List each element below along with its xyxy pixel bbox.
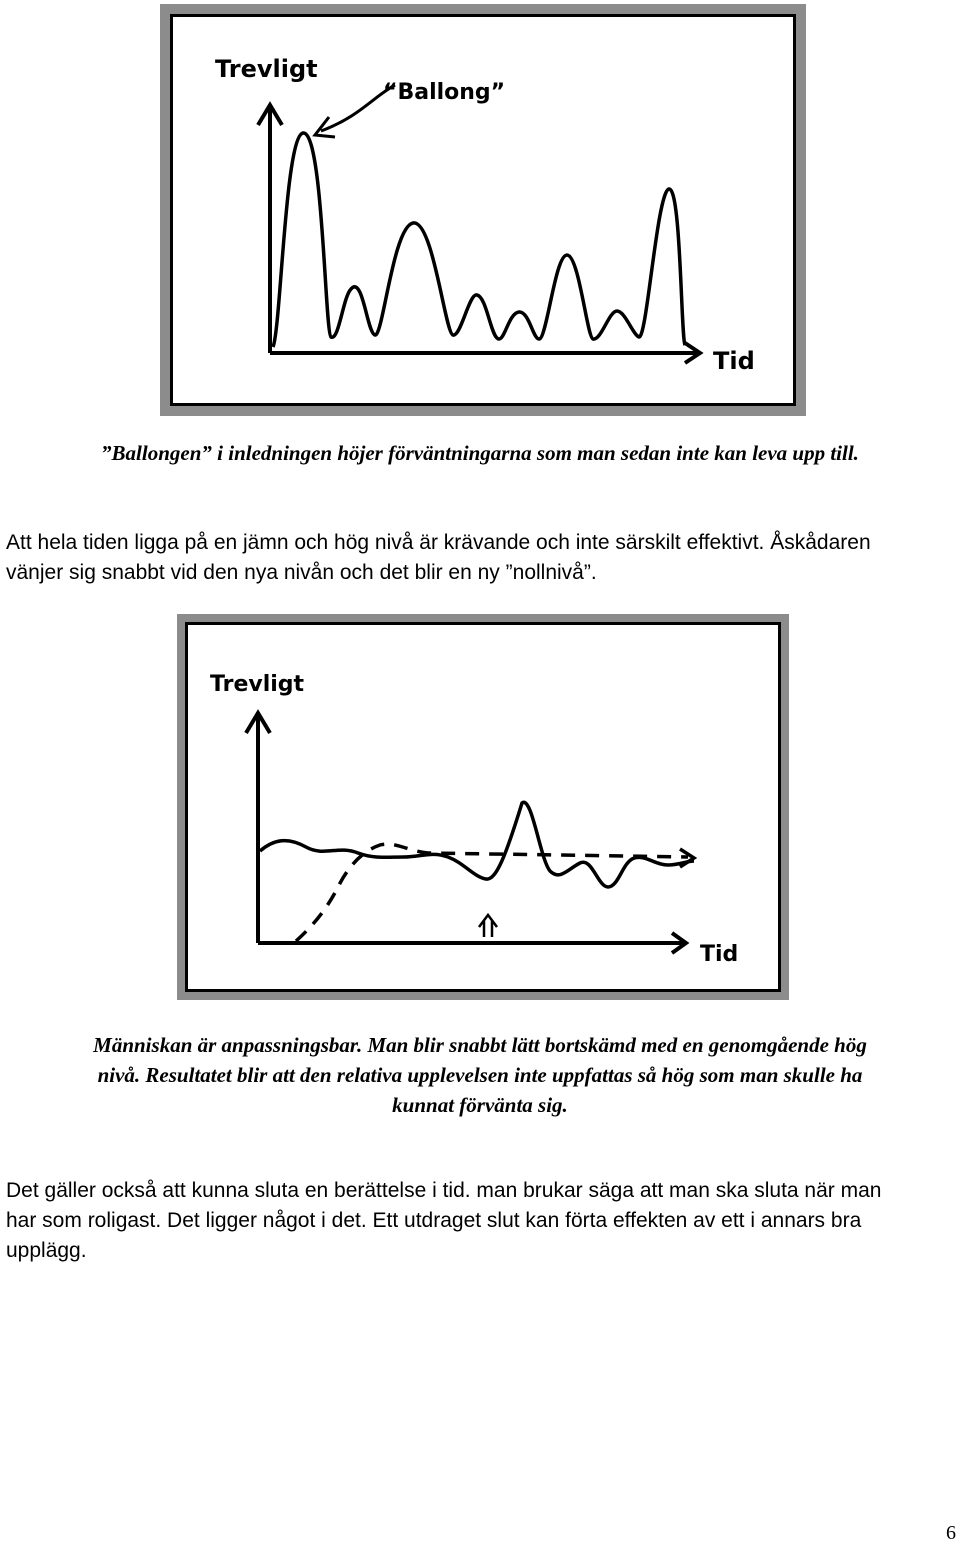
caption-line: Människan är anpassningsbar. Man blir snabbt lätt bortskämd med en genomgående hög (93, 1033, 867, 1057)
experience-curve (273, 133, 685, 347)
caption-line: nivå. Resultatet blir att den relativa upplevelsen inte uppfattas så hög som man skulle ha (97, 1063, 863, 1087)
paragraph-line: Det gäller också att kunna sluta en berättelse i tid. man brukar säga att man ska sluta när man (6, 1179, 882, 1202)
adaptation-chart-svg (188, 625, 778, 989)
caption-line: kunnat förvänta sig. (392, 1093, 568, 1117)
x-axis-label: Tid (700, 942, 739, 967)
caption-balloon: ”Ballongen” i inledningen höjer förväntningarna som man sedan inte kan leva upp till. (101, 441, 859, 465)
page-number: 6 (946, 1522, 956, 1544)
paragraph-line: vänjer sig snabbt vid den nya nivån och det blir en ny ”nollnivå”. (6, 561, 597, 584)
balloon-chart-svg (173, 17, 793, 403)
caption-adaptation (0, 1030, 960, 1120)
experience-curve (260, 802, 694, 887)
x-axis-label: Tid (713, 347, 755, 375)
paragraph-adaptation (6, 528, 956, 588)
y-axis-label: Trevligt (215, 55, 318, 83)
figure-canvas (170, 14, 796, 406)
y-axis-label: Trevligt (210, 672, 305, 697)
peak-marker-arrowhead (479, 915, 497, 927)
paragraph-line: Att hela tiden ligga på en jämn och hög nivå är krävande och inte särskilt effektivt. Åskådaren (6, 531, 871, 554)
figure-adaptation-chart (177, 614, 789, 1000)
paragraph-line: har som roligast. Det ligger något i det. Ett utdraget slut kan förta effekten av ett i annars bra (6, 1209, 862, 1232)
paragraph-line: upplägg. (6, 1239, 87, 1262)
figure-canvas (185, 622, 781, 992)
paragraph-ending (6, 1176, 956, 1266)
figure-balloon-chart (160, 4, 806, 416)
balloon-annotation: “Ballong” (383, 80, 506, 105)
